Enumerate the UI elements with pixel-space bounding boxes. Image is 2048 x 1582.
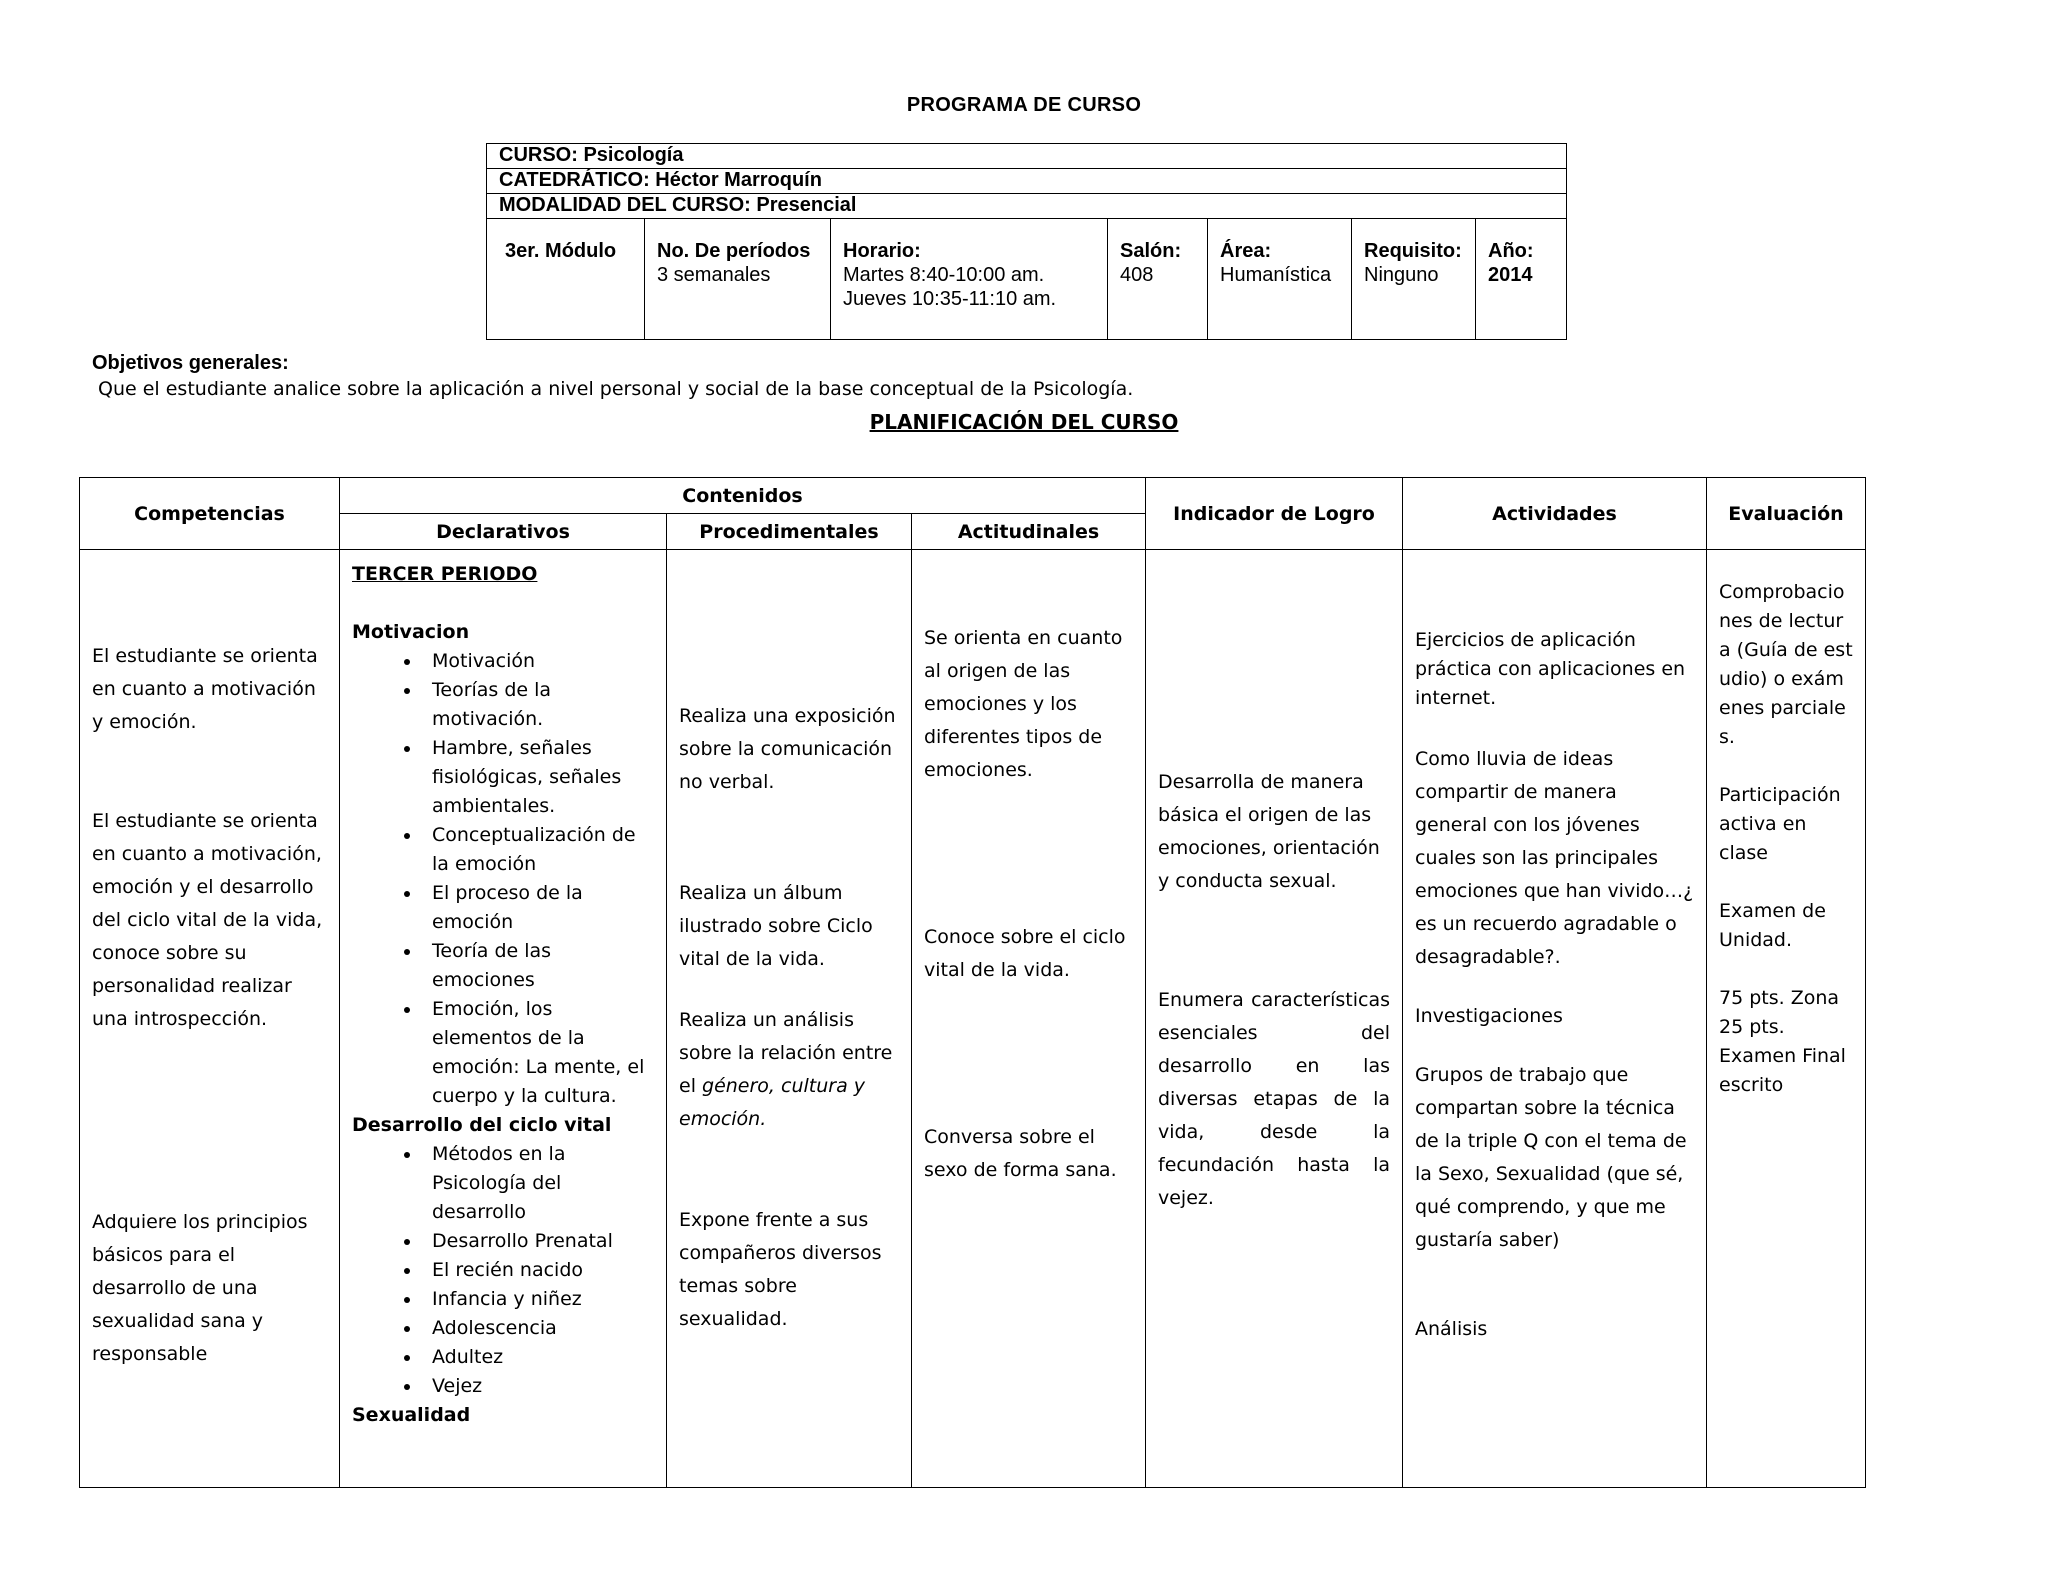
anio-label: Año: bbox=[1488, 240, 1534, 262]
actividad-1: Ejercicios de aplicación práctica con aplicaciones en internet. bbox=[1415, 629, 1686, 709]
list-item: • Vejez bbox=[422, 1372, 654, 1401]
periodos-value: 3 semanales bbox=[657, 264, 771, 286]
list-item: • Métodos en la Psicología del desarrollo bbox=[422, 1140, 654, 1227]
list-item: • Teoría de las emociones bbox=[422, 937, 654, 995]
salon-cell bbox=[1108, 219, 1208, 340]
section-motivacion: Motivacion bbox=[352, 621, 470, 643]
header-declarativos: Declarativos bbox=[340, 514, 667, 550]
procedimental-3 bbox=[679, 976, 899, 1136]
header-actitudinales: Actitudinales bbox=[912, 514, 1146, 550]
area-cell bbox=[1208, 219, 1352, 340]
indicador-2: Enumera características esenciales del desarrollo en las diversas etapas de la vida, desde la fecundación hasta la vejez. bbox=[1158, 989, 1390, 1209]
motivacion-list bbox=[352, 647, 654, 1111]
modulo-cell bbox=[487, 219, 645, 340]
declarativos-cell bbox=[340, 550, 667, 1488]
evaluacion-1: Comprobaciones de lectura (Guía de estudio) o exámenes parciales. bbox=[1719, 581, 1853, 748]
actividades-cell bbox=[1403, 550, 1707, 1488]
requisito-value: Ninguno bbox=[1364, 264, 1439, 286]
list-item: • Teorías de la motivación. bbox=[422, 676, 654, 734]
list-item: • Adultez bbox=[422, 1343, 654, 1372]
actividad-3: Investigaciones bbox=[1415, 1005, 1563, 1027]
competencia-1: El estudiante se orienta en cuanto a motivación y emoción. bbox=[92, 645, 318, 733]
procedimentales-cell bbox=[667, 550, 912, 1488]
competencia-3: Adquiere los principios básicos para el desarrollo de una sexualidad sana y responsable bbox=[92, 1211, 308, 1365]
indicador-cell bbox=[1146, 550, 1403, 1488]
page-title: PROGRAMA DE CURSO bbox=[906, 94, 1142, 116]
list-item: • Infancia y niñez bbox=[422, 1285, 654, 1314]
horario-label: Horario: bbox=[843, 240, 921, 262]
actividad-5: Análisis bbox=[1415, 1318, 1488, 1340]
procedimental-3-text: Realiza un análisis sobre la relación entre el bbox=[679, 1009, 893, 1097]
requisito-label: Requisito: bbox=[1364, 240, 1462, 262]
actividad-2: Como lluvia de ideas compartir de manera general con los jóvenes cuales son las principales emociones que han vivido…¿ es un recuerdo agradable o desagradable?. bbox=[1415, 748, 1694, 968]
list-item: • Hambre, señales fisiológicas, señales ambientales. bbox=[422, 734, 654, 821]
procedimental-3-italic: género, cultura y emoción. bbox=[679, 1075, 866, 1130]
catedratico-cell: CATEDRÁTICO: Héctor Marroquín bbox=[487, 169, 1567, 194]
requisito-cell bbox=[1352, 219, 1476, 340]
periodos-cell bbox=[645, 219, 831, 340]
actitudinal-2: Conoce sobre el ciclo vital de la vida. bbox=[924, 926, 1126, 981]
objetivos-text: Que el estudiante analice sobre la aplicación a nivel personal y social de la base conceptual de la Psicología. bbox=[98, 378, 1134, 400]
actitudinal-3: Conversa sobre el sexo de forma sana. bbox=[924, 1126, 1117, 1181]
periodo-label: TERCER PERIODO bbox=[352, 563, 538, 585]
list-item: • Motivación bbox=[422, 647, 654, 676]
evaluacion-cell bbox=[1707, 550, 1866, 1488]
anio-cell bbox=[1476, 219, 1567, 340]
ciclo-vital-list bbox=[352, 1140, 654, 1401]
indicador-1: Desarrolla de manera básica el origen de las emociones, orientación y conducta sexual. bbox=[1158, 771, 1380, 892]
horario-line-1: Martes 8:40-10:00 am. bbox=[843, 264, 1045, 286]
evaluacion-3: Examen de Unidad. bbox=[1719, 900, 1826, 951]
actividad-4: Grupos de trabajo que compartan sobre la técnica de la triple Q con el tema de la Sexo, Sexualidad (que sé, qué comprendo, y que me gustaría saber) bbox=[1415, 1064, 1687, 1251]
anio-value: 2014 bbox=[1488, 264, 1533, 286]
section-sexualidad: Sexualidad bbox=[352, 1404, 471, 1426]
header-contenidos: Contenidos bbox=[340, 478, 1146, 514]
header-competencias: Competencias bbox=[80, 478, 340, 550]
procedimental-2: Realiza un álbum ilustrado sobre Ciclo vital de la vida. bbox=[679, 882, 873, 970]
planning-table bbox=[79, 477, 1866, 1488]
modulo-label: 3er. Módulo bbox=[505, 240, 617, 262]
procedimental-4: Expone frente a sus compañeros diversos temas sobre sexualidad. bbox=[679, 1209, 882, 1330]
salon-label: Salón: bbox=[1120, 240, 1182, 262]
course-info-table bbox=[486, 143, 1567, 340]
periodos-label: No. De períodos bbox=[657, 240, 811, 262]
area-label: Área: bbox=[1220, 240, 1272, 262]
salon-value: 408 bbox=[1120, 264, 1154, 286]
actitudinales-cell bbox=[912, 550, 1146, 1488]
actitudinal-1: Se orienta en cuanto al origen de las emociones y los diferentes tipos de emociones. bbox=[924, 627, 1123, 781]
horario-cell bbox=[831, 219, 1108, 340]
list-item: • Desarrollo Prenatal bbox=[422, 1227, 654, 1256]
competencia-2: El estudiante se orienta en cuanto a motivación, emoción y el desarrollo del ciclo vital de la vida, conoce sobre su personalidad realizar una introspección. bbox=[92, 810, 323, 1030]
area-value: Humanística bbox=[1220, 264, 1332, 286]
list-item: • El proceso de la emoción bbox=[422, 879, 654, 937]
planificacion-title: PLANIFICACIÓN DEL CURSO bbox=[869, 410, 1179, 434]
horario-line-2: Jueves 10:35-11:10 am. bbox=[843, 288, 1057, 310]
modalidad-cell: MODALIDAD DEL CURSO: Presencial bbox=[487, 194, 1567, 219]
list-item: • Emoción, los elementos de la emoción: La mente, el cuerpo y la cultura. bbox=[422, 995, 654, 1111]
procedimental-1: Realiza una exposición sobre la comunicación no verbal. bbox=[679, 705, 896, 793]
list-item: • Conceptualización de la emoción bbox=[422, 821, 654, 879]
evaluacion-4: 75 pts. Zona 25 pts. Examen Final escrito bbox=[1719, 987, 1846, 1096]
objetivos-title: Objetivos generales: bbox=[92, 352, 289, 374]
evaluacion-2: Participación activa en clase bbox=[1719, 784, 1841, 864]
header-procedimentales: Procedimentales bbox=[667, 514, 912, 550]
header-actividades: Actividades bbox=[1403, 478, 1707, 550]
list-item: • Adolescencia bbox=[422, 1314, 654, 1343]
section-ciclo-vital: Desarrollo del ciclo vital bbox=[352, 1114, 612, 1136]
curso-cell: CURSO: Psicología bbox=[487, 144, 1567, 169]
list-item: • El recién nacido bbox=[422, 1256, 654, 1285]
header-evaluacion: Evaluación bbox=[1707, 478, 1866, 550]
header-indicador: Indicador de Logro bbox=[1146, 478, 1403, 550]
competencias-cell bbox=[80, 550, 340, 1488]
